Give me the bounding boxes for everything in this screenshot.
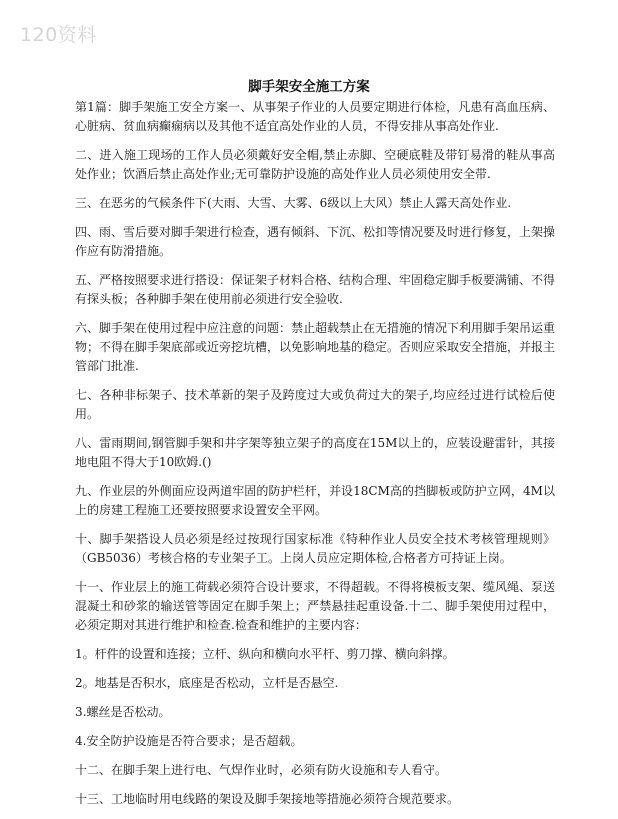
document-body — [75, 98, 555, 819]
watermark-logo: 120资料 — [20, 24, 97, 46]
check-item-4: 4.安全防护设施是否符合要求；是否超载。 — [75, 734, 303, 748]
paragraph-9: 九、作业层的外侧面应设两道牢固的防护栏杆，并设18CM高的挡脚板或防护立网，4M以上的房建工程施工还要按照要求设置安全平网。 — [75, 484, 555, 517]
check-item-1: 1。杆件的设置和连接；立杆、纵向和横向水平杆、剪刀撑、横向斜撑。 — [75, 647, 455, 661]
paragraph-8: 八、雷雨期间,钢管脚手架和井字架等独立架子的高度在15M以上的，应装设避雷针，其接地电阻不得大于10欧姆.() — [75, 436, 555, 469]
paragraph-12: 十二、在脚手架上进行电、气焊作业时，必须有防火设施和专人看守。 — [75, 763, 448, 777]
paragraph-5: 五、严格按照要求进行搭设：保证架子材料合格、结构合理、牢固稳定脚手板要满铺、不得有探头板；各种脚手架在使用前必须进行安全验收. — [75, 273, 556, 306]
paragraph-11: 十一、作业层上的施工荷载必须符合设计要求，不得超载。不得将模板支架、缆风绳、泵送混凝土和砂浆的输送管等固定在脚手架上；严禁悬挂起重设备.十二、脚手架使用过程中，必须定期对其进行维护和检查.检查和维护的主要内容： — [75, 580, 556, 632]
paragraph-10: 十、脚手架搭设人员必须是经过按现行国家标准《特种作业人员安全技术考核管理规则》（GB5036）考核合格的专业架子工。上岗人员应定期体检,合格者方可持证上岗。 — [75, 532, 555, 565]
document-title: 脚手架安全施工方案 — [248, 79, 370, 95]
check-item-3: 3.螺丝是否松动。 — [75, 705, 171, 719]
paragraph-13: 十三、工地临时用电线路的架设及脚手架接地等措施必须符合规范要求。 — [75, 792, 460, 806]
paragraph-2: 二、进入施工现场的工作人员必须戴好安全帽,禁止赤脚、空硬底鞋及带钉易滑的鞋从事高处作业；饮酒后禁止高处作业;无可靠防护设施的高处作业人员必须使用安全带. — [75, 148, 555, 181]
paragraph-6: 六、脚手架在使用过程中应注意的问题：禁止超载禁止在无措施的情况下利用脚手架吊运重物；不得在脚手架底部或近旁挖坑槽，以免影响地基的稳定。否则应采取安全措施，并报主管部门批准. — [75, 321, 556, 373]
paragraph-4: 四、雨、雪后要对脚手架进行检查，遇有倾斜、下沉、松扣等情况要及时进行修复，上架操作应有防滑措施。 — [75, 225, 556, 258]
paragraph-1: 第1篇：脚手架施工安全方案一、从事架子作业的人员要定期进行体检，凡患有高血压病、心脏病、贫血病癫痫病以及其他不适宜高处作业的人员，不得安排从事高处作业. — [75, 100, 555, 133]
check-item-2: 2。地基是否积水，底座是否松动，立杆是否悬空. — [75, 676, 339, 690]
paragraph-7: 七、各种非标架子、技术革新的架子及跨度过大或负荷过大的架子,均应经过进行试检后使用。 — [75, 388, 555, 421]
paragraph-3: 三、在恶劣的气候条件下(大雨、大雪、大雾、6级以上大风）禁止人露天高处作业. — [75, 196, 512, 210]
